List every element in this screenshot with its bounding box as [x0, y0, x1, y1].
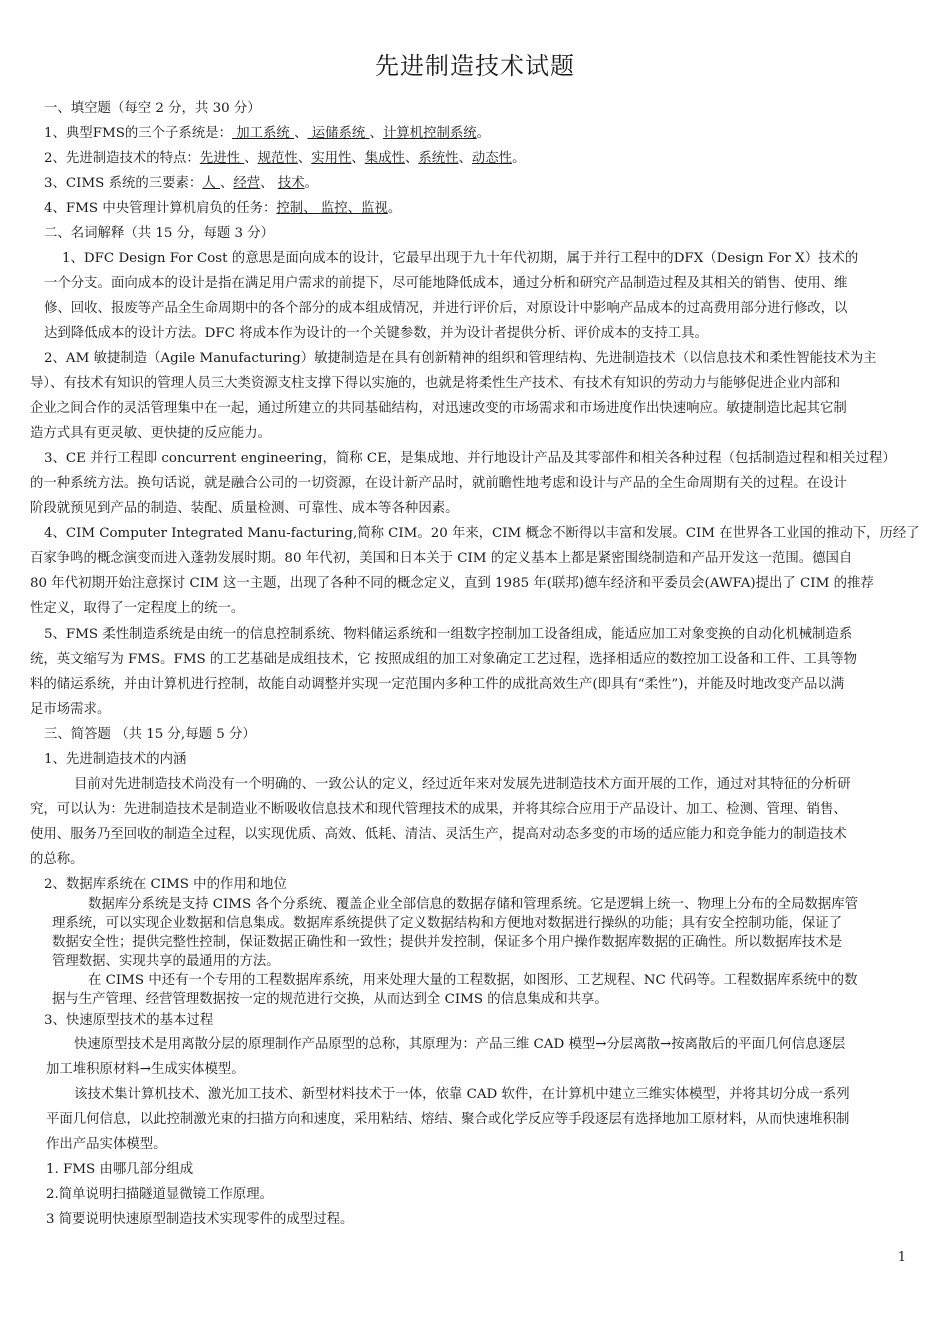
term-am-line: 导）、有技术有知识的管理人员三大类资源支柱支撑下得以实施的，也就是将柔性生产技术、有技术有知识的劳动力与能够促进企业内部和 [30, 376, 841, 391]
term-cim-line: 性定义，取得了一定程度上的统一。 [30, 601, 245, 616]
term-cim-line: 4、CIM Computer Integrated Manu-facturing,简称 CIM。20 年来，CIM 概念不断得以丰富和发展。CIM 在世界各工业国的推动下，历经了 [44, 526, 920, 541]
term-dfc-line: 一个分支。面向成本的设计是指在满足用户需求的前提下，尽可能地降低成本，通过分析和研究产品制造过程及其相关的销售、使用、维 [44, 276, 848, 291]
term-am-line: 2、AM 敏捷制造（Agile Manufacturing）敏捷制造是在具有创新精神的组织和管理结构、先进制造技术（以信息技术和柔性智能技术为主 [44, 351, 877, 366]
short-answer-1-line: 目前对先进制造技术尚没有一个明确的、一致公认的定义，经过近年来对发展先进制造技术方面开展的工作，通过对其特征的分析研 [74, 777, 851, 792]
short-answer-3-line: 该技术集计算机技术、激光加工技术、新型材料技术于一体，依靠 CAD 软件，在计算机中建立三维实体模型，并将其切分成一系列 [74, 1087, 850, 1102]
term-dfc-line: 达到降低成本的设计方法。DFC 将成本作为设计的一个关键参数，并为设计者提供分析、评价成本的支持工具。 [44, 326, 708, 341]
q2-answer-3: 实用性 [311, 151, 352, 166]
q1-sep-1: 、 [294, 126, 308, 141]
q2-sep-3: 、 [351, 151, 365, 166]
q2-prefix: 2、先进制造技术的特点： [44, 151, 200, 166]
q3-suffix: 。 [304, 176, 318, 191]
short-answer-2-line: 数据库分系统是支持 CIMS 各个分系统、覆盖企业全部信息的数据存储和管理系统。它是逻辑上统一、物理上分布的全局数据库管 [88, 897, 859, 912]
q1-answer-3: 计算机控制系统 [382, 126, 477, 141]
q2-answer-1: 先进性 [199, 151, 245, 166]
q2-suffix: 。 [512, 151, 526, 166]
section3-heading: 三、简答题 （共 15 分,每题 5 分） [44, 727, 256, 742]
term-ce-line: 阶段就预见到产品的制造、装配、质量检测、可靠性、成本等各种因素。 [30, 501, 459, 516]
term-am-line: 企业之间合作的灵活管理集中在一起，通过所建立的共同基础结构，对迅速改变的市场需求和市场进度作出快速响应。敏捷制造比起其它制 [30, 401, 847, 416]
short-answer-2-line: 管理数据、实现共享的最通用的方法。 [52, 954, 280, 969]
q3-answer-2: 经营 [233, 176, 261, 191]
term-fms-line: 统，英文缩写为 FMS。FMS 的工艺基础是成组技术，它 按照成组的加工对象确定工艺过程，选择相适应的数控加工设备和工件、工具等物 [30, 652, 857, 667]
q2-sep-5: 、 [458, 151, 472, 166]
short-answer-3-line: 平面几何信息，以此控制激光束的扫描方向和速度，采用粘结、熔结、聚合或化学反应等手段逐层有选择地加工原材料，从而快速堆积制 [46, 1112, 850, 1127]
extra-question-2: 2.简单说明扫描隧道显微镜工作原理。 [46, 1187, 274, 1202]
q2-answer-4: 集成性 [364, 151, 405, 166]
short-question-2-title: 2、数据库系统在 CIMS 中的作用和地位 [44, 877, 287, 892]
short-answer-1-line: 的总称。 [30, 852, 84, 867]
term-cim-line: 80 年代初期开始注意探讨 CIM 这一主题，出现了各种不同的概念定义，直到 1985 年(联邦)德车经济和平委员会(AWFA)提出了 CIM 的推荐 [30, 576, 874, 591]
short-question-1-title: 1、先进制造技术的内涵 [44, 752, 187, 767]
term-ce-line: 的一种系统方法。换句话说，就是融合公司的一切资源，在设计新产品时，就前瞻性地考虑和设计与产品的全生命周期有关的过程。在设计 [30, 476, 847, 491]
q4-prefix: 4、FMS 中央管理计算机肩负的任务： [44, 201, 277, 216]
short-answer-2-line: 数据安全性；提供完整性控制，保证数据正确性和一致性；提供并发控制，保证多个用户操作数据库数据的正确性。所以数据库技术是 [52, 935, 843, 950]
q1-answer-1: 加工系统 [232, 126, 295, 141]
section1-heading: 一、填空题（每空 2 分，共 30 分） [44, 101, 261, 116]
short-answer-1-line: 究，可以认为：先进制造技术是制造业不断吸收信息技术和现代管理技术的成果，并将其综合应用于产品设计、加工、检测、管理、销售、 [30, 802, 847, 817]
section2-heading: 二、名词解释（共 15 分，每题 3 分） [44, 226, 275, 241]
short-answer-1-line: 使用、服务乃至回收的制造全过程，以实现优质、高效、低耗、清洁、灵活生产，提高对动态多变的市场的适应能力和竞争能力的制造技术 [30, 827, 847, 842]
short-answer-3-line: 快速原型技术是用离散分层的原理制作产品原型的总称，其原理为：产品三维 CAD 模型→分层离散→按离散后的平面几何信息逐层 [74, 1037, 846, 1052]
q4-suffix: 。 [387, 201, 402, 216]
fill-question-1 [44, 125, 490, 143]
term-cim-line: 百家争鸣的概念演变而进入蓬勃发展时期。80 年代初，美国和日本关于 CIM 的定义基本上都是紧密围绕制造和产品开发这一范围。德国自 [30, 551, 853, 566]
term-fms-line: 足市场需求。 [30, 702, 111, 717]
short-answer-2-line: 在 CIMS 中还有一个专用的工程数据库系统，用来处理大量的工程数据，如图形、工艺规程、NC 代码等。工程数据库系统中的数 [88, 973, 858, 988]
extra-question-3: 3 简要说明快速原型制造技术实现零件的成型过程。 [46, 1212, 354, 1227]
q1-sep-2: 、 [369, 126, 383, 141]
short-answer-3-line: 加工堆积原材料→生成实体模型。 [46, 1062, 245, 1077]
short-question-3-title: 3、快速原型技术的基本过程 [44, 1013, 214, 1028]
q4-answer-1: 控制、 监控、监视 [276, 201, 388, 216]
term-fms-line: 5、FMS 柔性制造系统是由统一的信息控制系统、物料储运系统和一组数字控制加工设备组成，能适应加工对象变换的自动化机械制造系 [44, 627, 853, 642]
page-title: 先进制造技术试题 [375, 52, 575, 80]
q1-answer-2: 运储系统 [307, 126, 370, 141]
q3-sep-2: 、 [260, 176, 278, 191]
term-fms-line: 料的储运系统，并由计算机进行控制，故能自动调整并实现一定范围内多种工件的成批高效生产(即具有“柔性”)，并能及时地改变产品以满 [30, 677, 845, 692]
fill-question-4 [44, 200, 401, 218]
q3-prefix: 3、CIMS 系统的三要素： [44, 176, 203, 191]
fill-question-2 [44, 150, 525, 168]
q2-answer-5: 系统性 [418, 151, 459, 166]
short-answer-2-line: 据与生产管理、经营管理数据按一定的规范进行交换，从而达到全 CIMS 的信息集成和共享。 [52, 992, 608, 1007]
q3-sep-1: 、 [219, 176, 234, 191]
q2-sep-2: 、 [297, 151, 312, 166]
page-number: 1 [897, 1250, 906, 1265]
term-dfc-line: 1、DFC Design For Cost 的意思是面向成本的设计，它最早出现于九十年代初期，属于并行工程中的DFX（Design For X）技术的 [62, 251, 859, 266]
short-answer-2-line: 理系统，可以实现企业数据和信息集成。数据库系统提供了定义数据结构和方便地对数据进行操纵的功能；具有安全控制功能，保证了 [52, 916, 843, 931]
term-ce-line: 3、CE 并行工程即 concurrent engineering，简称 CE，是集成地、并行地设计产品及其零部件和相关各种过程（包括制造过程和相关过程） [44, 451, 896, 466]
term-dfc-line: 修、回收、报废等产品全生命周期中的各个部分的成本组成情况，并进行评价后，对原设计中影响产品成本的过高费用部分进行修改，以 [44, 301, 848, 316]
term-am-line: 造方式具有更灵敏、更快捷的反应能力。 [30, 426, 272, 441]
q2-sep-1: 、 [244, 151, 258, 166]
fill-question-3 [44, 175, 318, 193]
q2-answer-2: 规范性 [257, 151, 298, 166]
q3-answer-1: 人 [202, 176, 220, 191]
q3-answer-3: 技术 [277, 176, 305, 191]
extra-question-1: 1. FMS 由哪几部分组成 [46, 1162, 194, 1177]
q1-suffix: 。 [476, 126, 491, 141]
q2-answer-6: 动态性 [471, 151, 513, 166]
q2-sep-4: 、 [404, 151, 419, 166]
q1-prefix: 1、典型FMS的三个子系统是： [44, 126, 232, 141]
short-answer-3-line: 作出产品实体模型。 [46, 1137, 167, 1152]
